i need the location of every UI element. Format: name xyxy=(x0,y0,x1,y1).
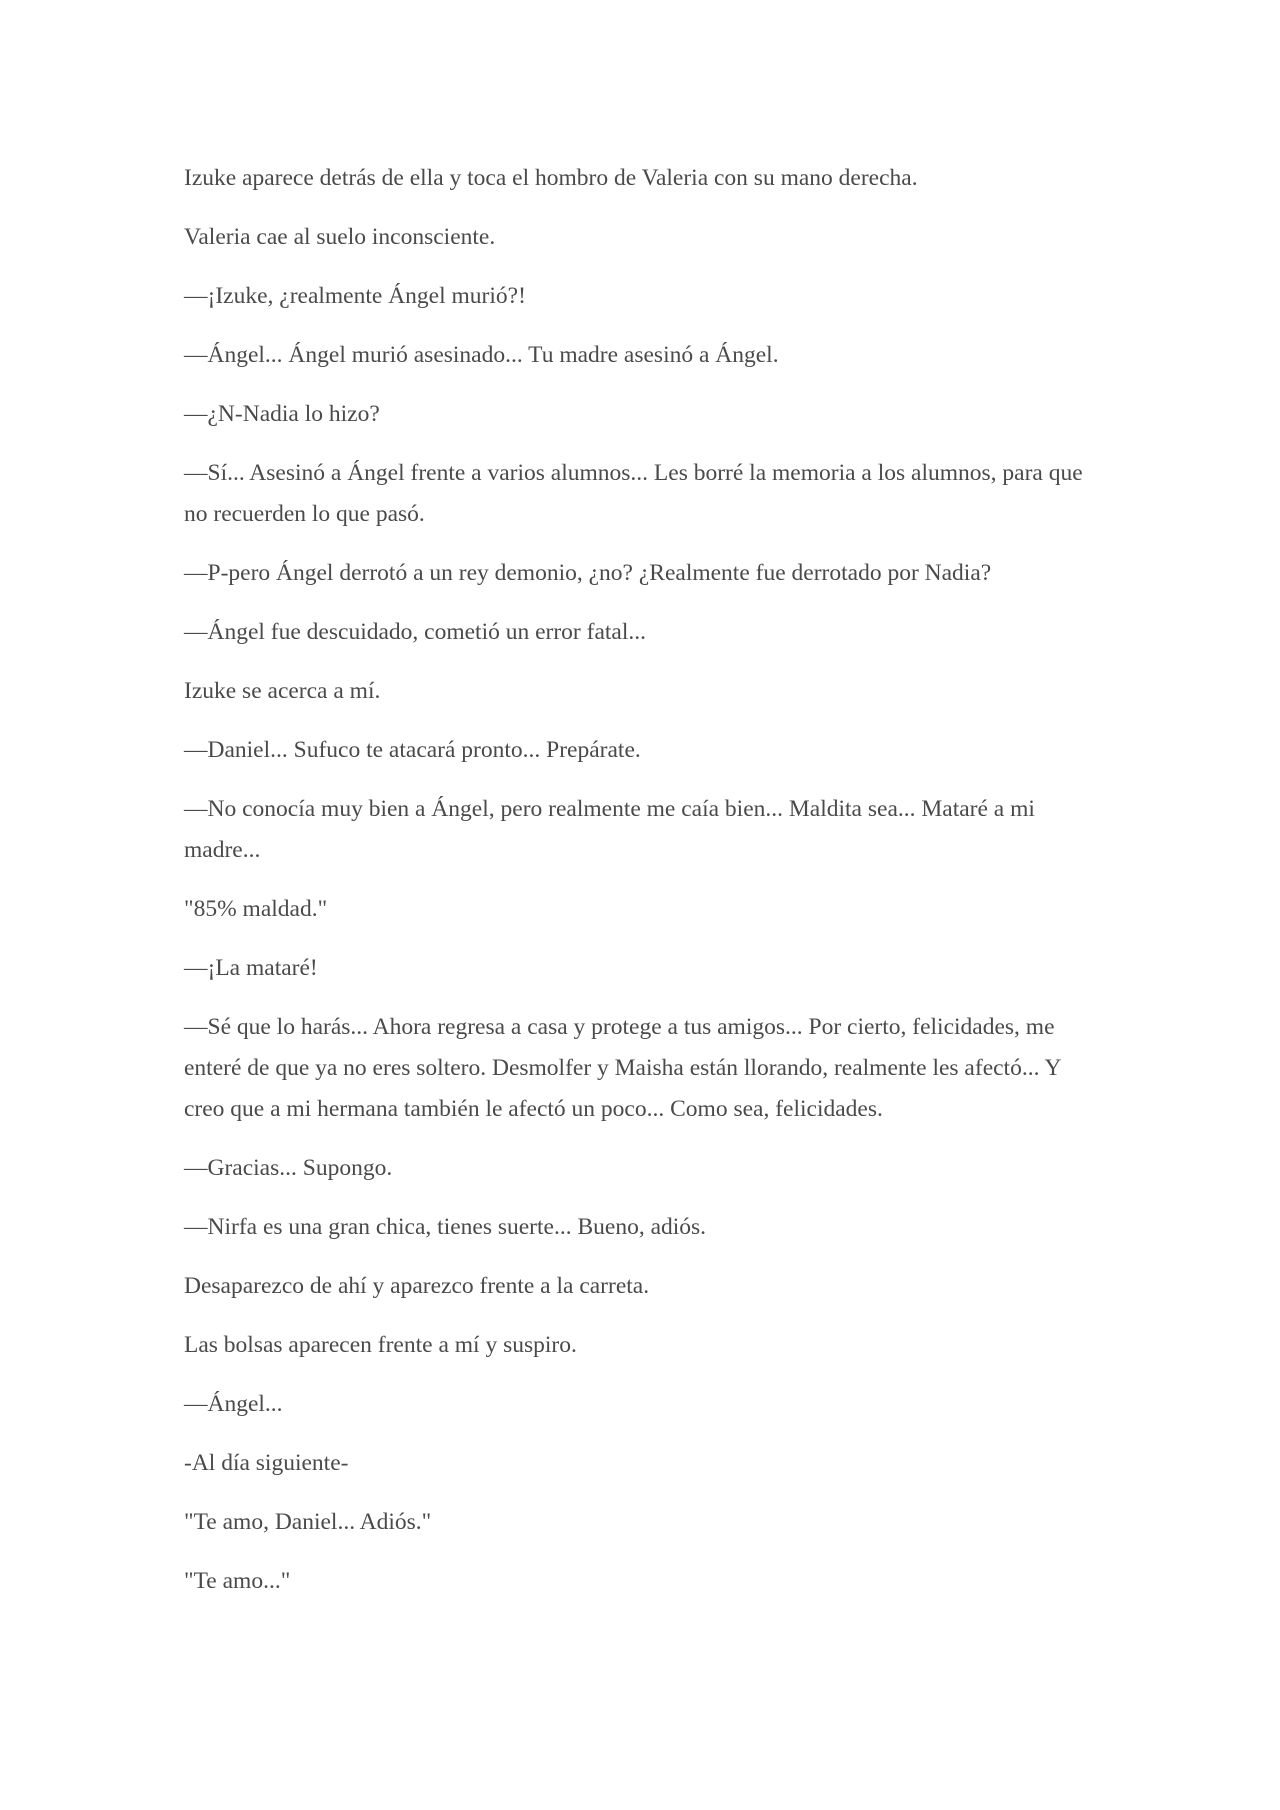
paragraph: —Sí... Asesinó a Ángel frente a varios alumnos... Les borré la memoria a los alumnos, para que no recuerden lo que pasó. xyxy=(184,460,1083,527)
paragraph: Izuke aparece detrás de ella y toca el hombro de Valeria con su mano derecha. xyxy=(184,165,918,191)
paragraph: Las bolsas aparecen frente a mí y suspiro. xyxy=(184,1332,577,1358)
paragraph: —Daniel... Sufuco te atacará pronto... Prepárate. xyxy=(184,737,641,763)
paragraph: Izuke se acerca a mí. xyxy=(184,678,381,704)
paragraph: -Al día siguiente- xyxy=(184,1450,349,1476)
document-body xyxy=(184,158,1104,1620)
paragraph: —Sé que lo harás... Ahora regresa a casa y protege a tus amigos... Por cierto, felicidades, me enteré de que ya no eres soltero. Desmolfer y Maisha están llorando, realmente les afectó... Y creo que a mi hermana también le afectó un poco... Como sea, felicidades. xyxy=(184,1014,1061,1122)
paragraph: —Gracias... Supongo. xyxy=(184,1155,393,1181)
paragraph: —No conocía muy bien a Ángel, pero realmente me caía bien... Maldita sea... Mataré a mi madre... xyxy=(184,796,1035,863)
paragraph: —Ángel... xyxy=(184,1391,283,1417)
paragraph: —Nirfa es una gran chica, tienes suerte... Bueno, adiós. xyxy=(184,1214,707,1240)
paragraph: Desaparezco de ahí y aparezco frente a la carreta. xyxy=(184,1273,650,1299)
paragraph: "Te amo..." xyxy=(184,1568,291,1594)
paragraph: Valeria cae al suelo inconsciente. xyxy=(184,224,496,250)
paragraph: —Ángel... Ángel murió asesinado... Tu madre asesinó a Ángel. xyxy=(184,342,779,368)
paragraph: —¿N-Nadia lo hizo? xyxy=(184,401,380,427)
paragraph: —Ángel fue descuidado, cometió un error fatal... xyxy=(184,619,647,645)
paragraph: —¡La mataré! xyxy=(184,955,318,981)
paragraph: —P-pero Ángel derrotó a un rey demonio, ¿no? ¿Realmente fue derrotado por Nadia? xyxy=(184,560,992,586)
paragraph: —¡Izuke, ¿realmente Ángel murió?! xyxy=(184,283,526,309)
paragraph: "Te amo, Daniel... Adiós." xyxy=(184,1509,432,1535)
paragraph: "85% maldad." xyxy=(184,896,328,922)
